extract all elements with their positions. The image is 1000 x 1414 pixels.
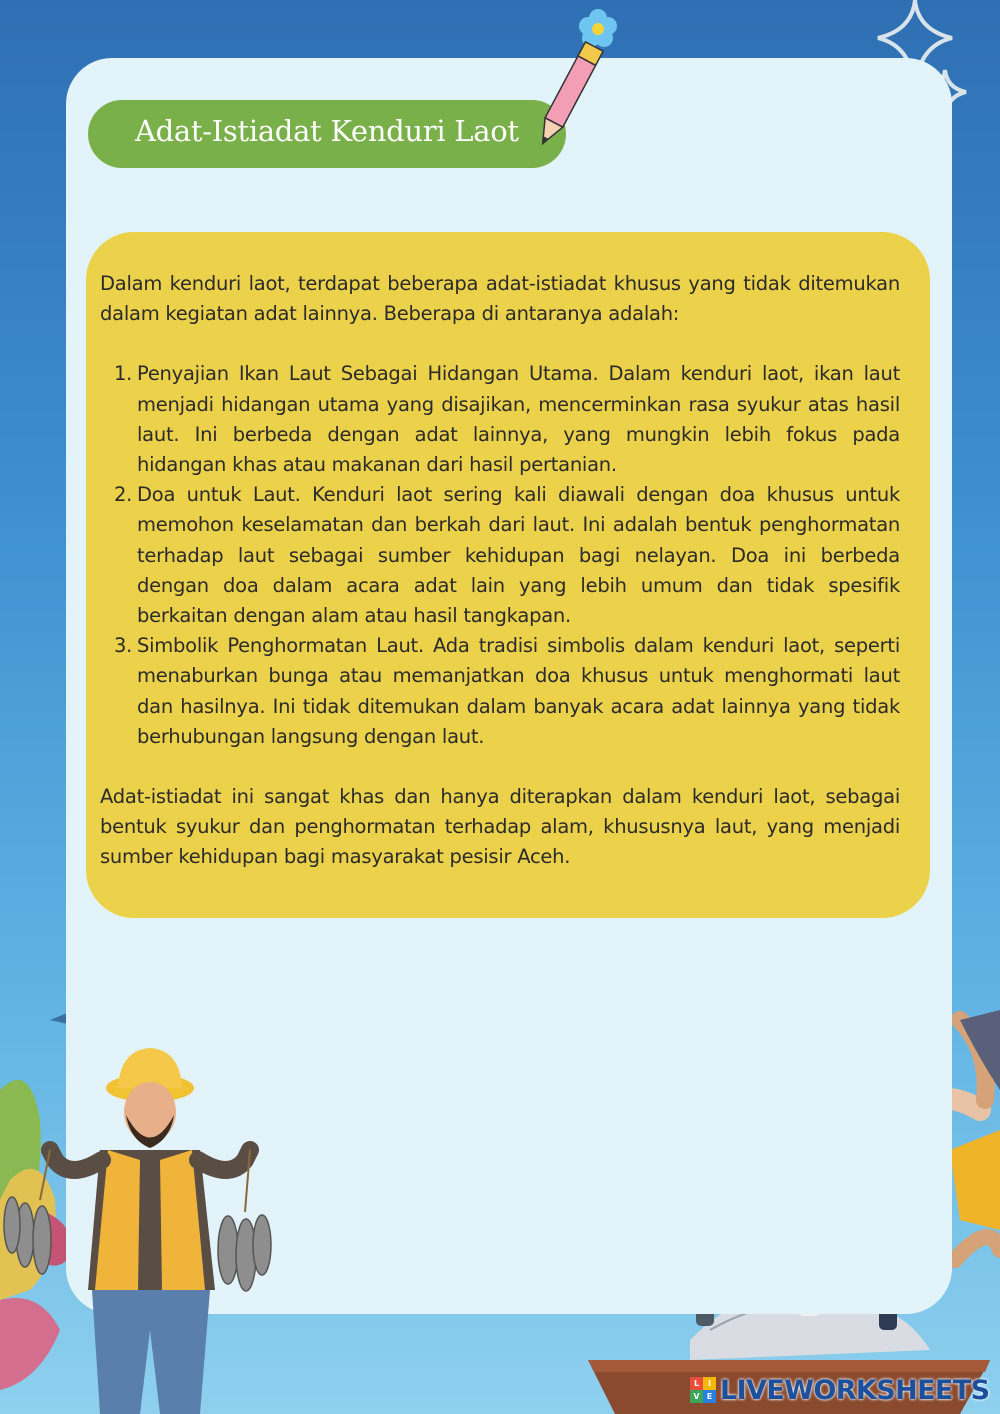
list-item (100, 359, 900, 480)
watermark-text: LIVEWORKSHEETS (720, 1374, 990, 1406)
coral-yellow (950, 1130, 1000, 1230)
seaweed-left (0, 1080, 75, 1390)
list-item-number: 1. (114, 362, 133, 386)
page-title: Adat-Istiadat Kenduri Laot (135, 114, 519, 148)
list-item (100, 631, 900, 752)
list-item-text: Simbolik Penghormatan Laut. Ada tradisi simbolis dalam kenduri laot, seperti menaburkan bunga atau memanjatkan doa khusus untuk menghormati laut dan hasilnya. Ini tidak ditemukan dalam banyak acara adat lainnya yang tidak berhubungan langsung dengan laut. (137, 634, 900, 748)
closing-paragraph: Adat-istiadat ini sangat khas dan hanya diterapkan dalam kenduri laot, sebagai bentuk syukur dan penghormatan terhadap alam, khususnya laut, yang menjadi sumber kehidupan bagi masyarakat pesisir Aceh. (100, 785, 900, 869)
liveworksheets-watermark[interactable] (690, 1372, 989, 1408)
custom-list (100, 359, 900, 752)
list-item (100, 480, 900, 631)
list-item-text: Doa untuk Laut. Kenduri laot sering kali diawali dengan doa khusus untuk memohon keselamatan dan berkah dari laut. Ini adalah bentuk penghormatan terhadap laut sebagai sumber kehidupan bagi nelayan. Doa ini berbeda dengan doa dalam acara adat lain yang lebih umum dan tidak spesifik berkaitan dengan alam atau hasil tangkapan. (137, 483, 900, 628)
list-item-number: 3. (114, 634, 133, 658)
liveworksheets-logo-icon: L I V E (690, 1377, 716, 1403)
pencil-icon (510, 8, 620, 158)
content-text (100, 269, 900, 873)
intro-paragraph: Dalam kenduri laot, terdapat beberapa adat-istiadat khusus yang tidak ditemukan dalam kegiatan adat lainnya. Beberapa di antaranya adalah: (100, 272, 900, 326)
list-item-text: Penyajian Ikan Laut Sebagai Hidangan Utama. Dalam kenduri laot, ikan laut menjadi hidangan utama yang disajikan, mencerminkan rasa syukur atas hasil laut. Ini berbeda dengan adat lainnya, yang mungkin lebih fokus pada hidangan khas atau makanan dari hasil pertanian. (137, 362, 900, 477)
list-item-number: 2. (114, 483, 133, 507)
